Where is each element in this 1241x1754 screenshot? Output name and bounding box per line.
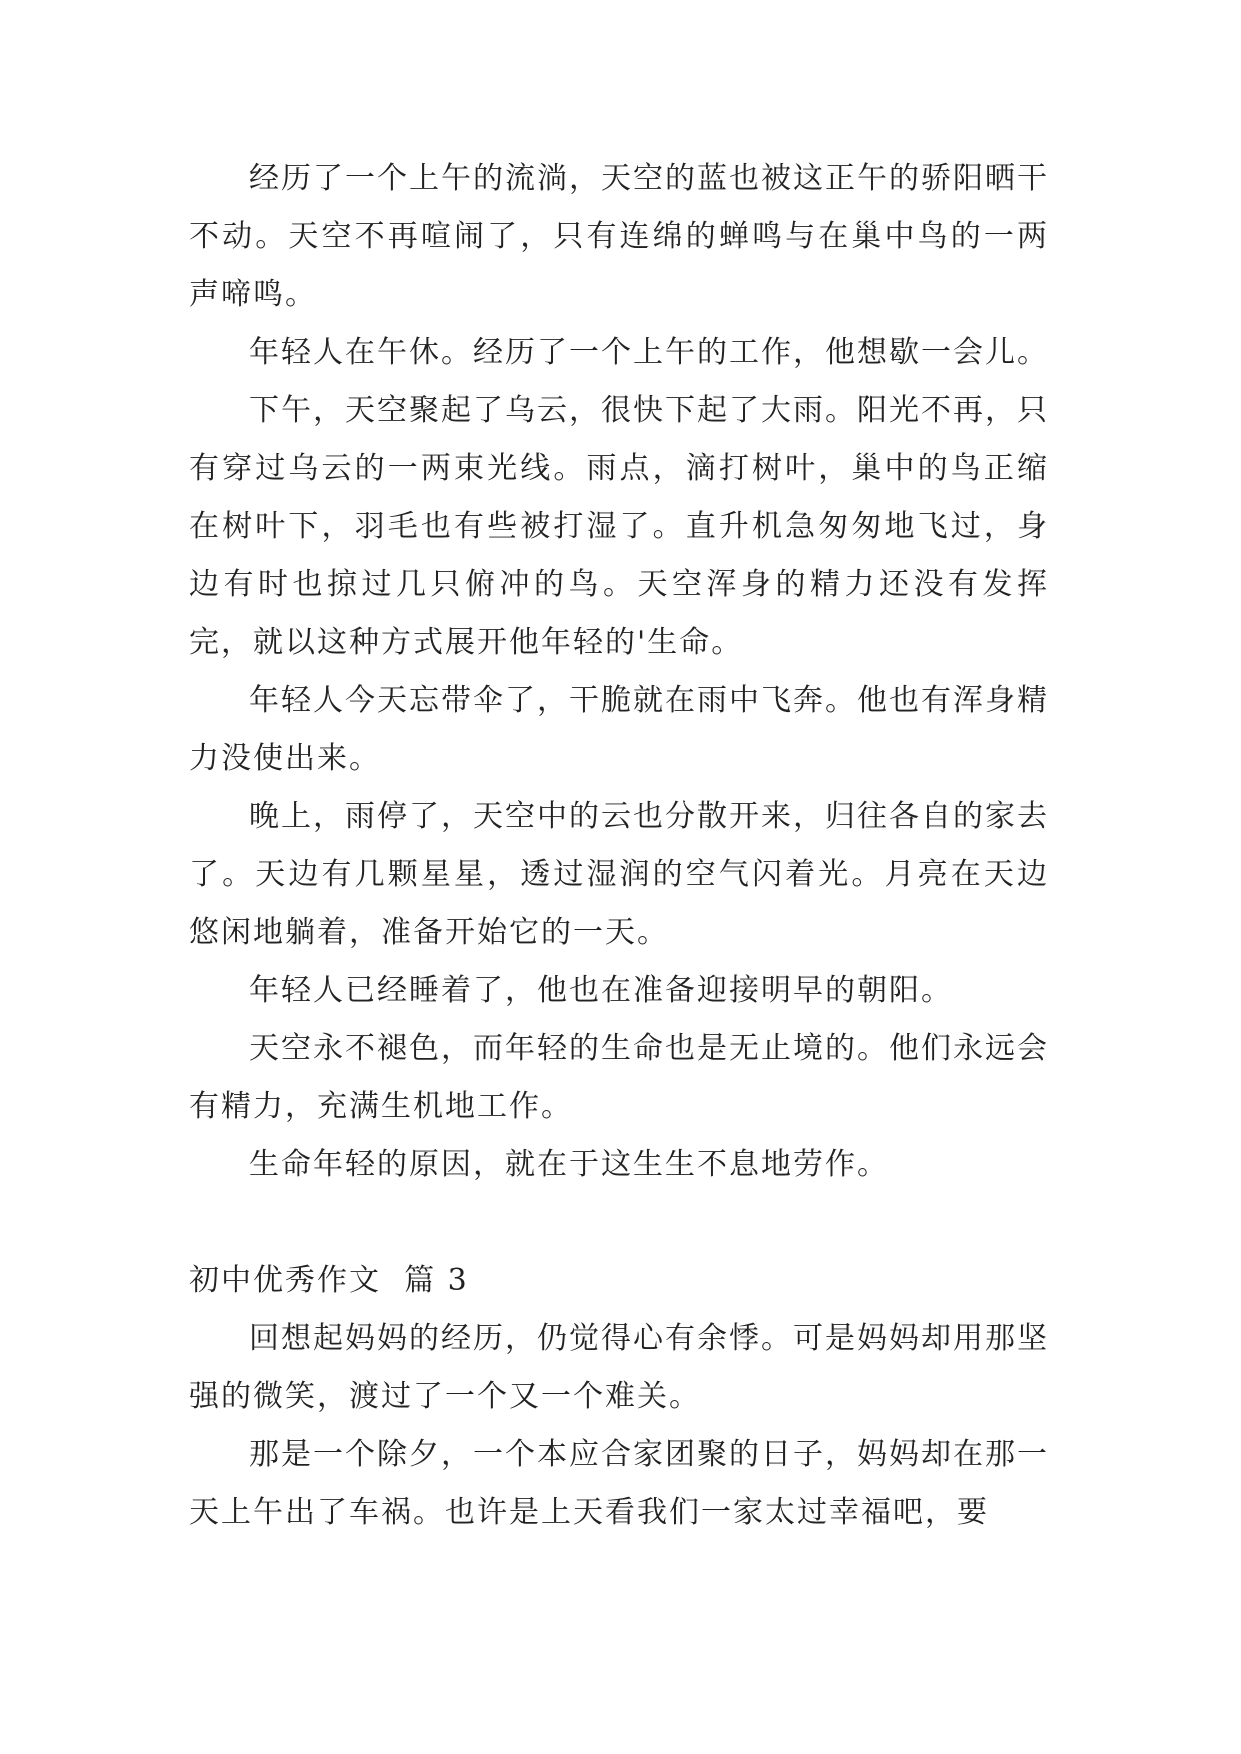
- paragraph: 晚上，雨停了，天空中的云也分散开来，归往各自的家去了。天边有几颗星星，透过湿润的空气闪着光。月亮在天边悠闲地躺着，准备开始它的一天。: [189, 799, 1049, 950]
- paragraph: 回想起妈妈的经历，仍觉得心有余悸。可是妈妈却用那坚强的微笑，渡过了一个又一个难关。: [189, 1321, 1049, 1414]
- paragraph: 年轻人已经睡着了，他也在准备迎接明早的朝阳。: [249, 973, 953, 1008]
- document-body: [189, 150, 1049, 1542]
- paragraph: 天空永不褪色，而年轻的生命也是无止境的。他们永远会有精力，充满生机地工作。: [189, 1031, 1049, 1124]
- section-heading: 初中优秀作文 篇 3: [189, 1263, 469, 1298]
- paragraph: 年轻人在午休。经历了一个上午的工作，他想歇一会儿。: [249, 335, 1049, 370]
- paragraph: 下午，天空聚起了乌云，很快下起了大雨。阳光不再，只有穿过乌云的一两束光线。雨点，滴打树叶，巢中的鸟正缩在树叶下，羽毛也有些被打湿了。直升机急匆匆地飞过，身边有时也掠过几只俯冲的鸟。天空浑身的精力还没有发挥完，就以这种方式展开他年轻的'生命。: [189, 393, 1049, 660]
- paragraph: 年轻人今天忘带伞了，干脆就在雨中飞奔。他也有浑身精力没使出来。: [189, 683, 1049, 776]
- paragraph: 经历了一个上午的流淌，天空的蓝也被这正午的骄阳晒干不动。天空不再喧闹了，只有连绵的蝉鸣与在巢中鸟的一两声啼鸣。: [189, 161, 1049, 312]
- paragraph: 那是一个除夕，一个本应合家团聚的日子，妈妈却在那一天上午出了车祸。也许是上天看我们一家太过幸福吧，要: [189, 1437, 1049, 1530]
- paragraph: 生命年轻的原因，就在于这生生不息地劳作。: [249, 1147, 889, 1182]
